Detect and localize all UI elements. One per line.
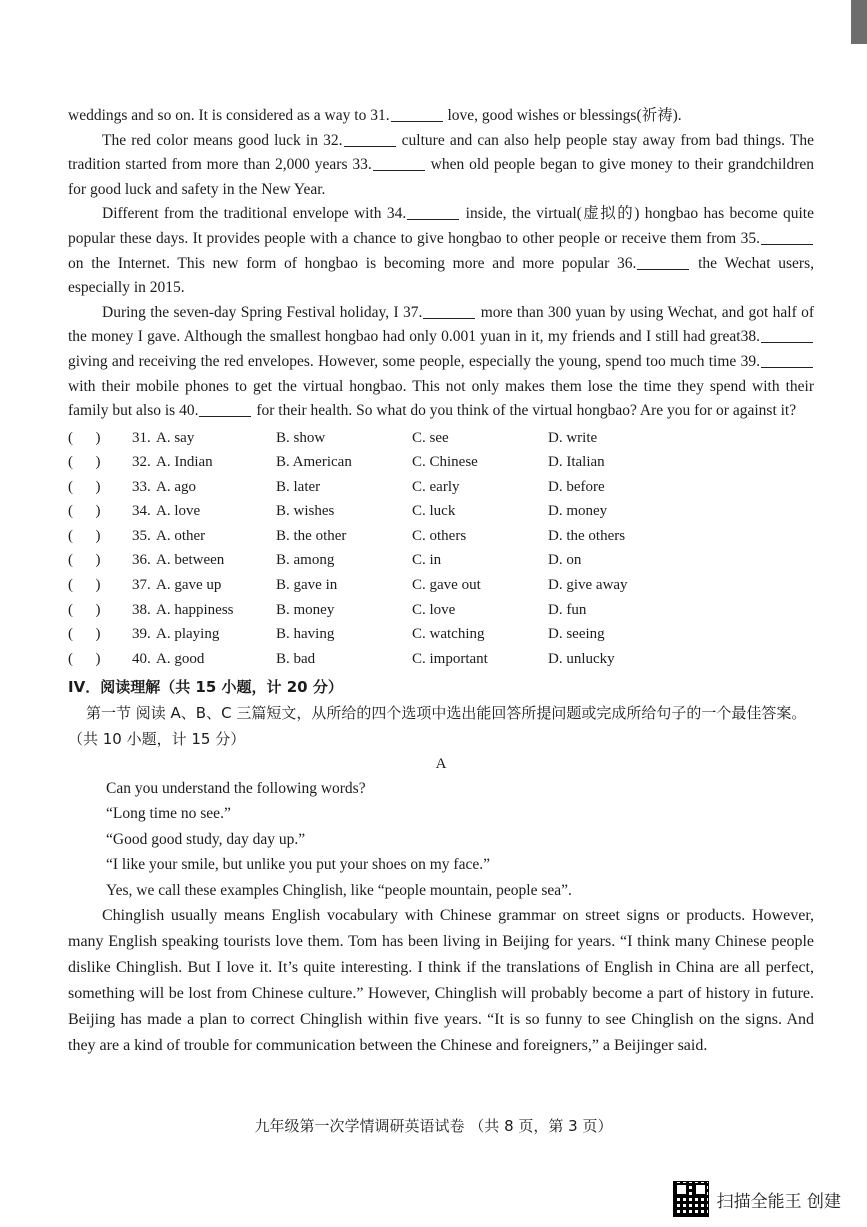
text: The red color means good luck in 32. — [102, 131, 343, 149]
option-d: D. fun — [548, 601, 587, 618]
option-b: B. among — [276, 552, 335, 569]
answer-bracket[interactable]: ( ) — [68, 577, 101, 594]
option-a: A. gave up — [156, 577, 222, 594]
option-b: B. American — [276, 454, 352, 471]
example-line: “Good good study, day day up.” — [106, 830, 306, 848]
option-a: A. playing — [156, 626, 220, 643]
answer-bracket[interactable]: ( ) — [68, 650, 101, 667]
question-row — [68, 450, 814, 475]
question-row — [68, 598, 814, 623]
answer-bracket[interactable]: ( ) — [68, 454, 101, 471]
option-c: C. Chinese — [412, 454, 478, 471]
blank-39 — [761, 351, 813, 368]
option-d: D. on — [548, 552, 582, 569]
text: on the Internet. This new form of hongbao is becoming more and more popular 36. — [68, 254, 637, 272]
text: culture and can also help people stay away from bad things. The tradition started from more than 2,000 years 33. — [68, 131, 814, 174]
text: with their mobile phones to get the virtual hongbao. This not only makes them lose the time they spend with their family but also is 40. — [68, 377, 814, 420]
option-c: C. luck — [412, 503, 456, 520]
option-c: C. gave out — [412, 577, 481, 594]
question-row — [68, 549, 814, 574]
option-a: A. happiness — [156, 601, 234, 618]
option-a: A. ago — [156, 478, 196, 495]
answer-bracket[interactable]: ( ) — [68, 626, 101, 643]
blank-31 — [391, 105, 443, 122]
question-row — [68, 500, 814, 525]
example-line: Can you understand the following words? — [106, 779, 366, 797]
option-d: D. the others — [548, 527, 626, 544]
passage-label: A — [435, 755, 447, 772]
question-row — [68, 573, 814, 598]
exam-page — [68, 104, 814, 1059]
blank-36 — [637, 253, 689, 270]
text: for their health. So what do you think of the virtual hongbao? Are you for or against it? — [252, 402, 797, 420]
text: Different from the traditional envelope with 34. — [102, 205, 407, 223]
question-number: 35. — [132, 527, 151, 544]
option-b: B. wishes — [276, 503, 335, 520]
question-number: 38. — [132, 601, 151, 618]
blank-37 — [423, 302, 475, 319]
option-d: D. before — [548, 478, 605, 495]
question-number: 34. — [132, 503, 151, 520]
paragraph-1 — [68, 104, 814, 129]
option-a: A. between — [156, 552, 225, 569]
option-b: B. show — [276, 429, 326, 446]
option-a: A. say — [156, 429, 195, 446]
page-footer: 九年级第一次学情调研英语试卷 （共 8 页，第 3 页） — [254, 1117, 613, 1135]
option-a: A. love — [156, 503, 201, 520]
option-b: B. money — [276, 601, 335, 618]
question-row — [68, 426, 814, 451]
qr-code-icon — [673, 1181, 709, 1217]
option-d: D. write — [548, 429, 598, 446]
blank-38 — [761, 326, 813, 343]
example-line: Yes, we call these examples Chinglish, like “people mountain, people sea”. — [106, 881, 572, 899]
option-c: C. love — [412, 601, 456, 618]
page-edge-shadow — [851, 0, 867, 44]
question-row — [68, 647, 814, 672]
option-a: A. Indian — [156, 454, 213, 471]
question-number: 40. — [132, 650, 151, 667]
example-line: “I like your smile, but unlike you put your shoes on my face.” — [106, 856, 490, 874]
option-c: C. important — [412, 650, 488, 667]
option-b: B. bad — [276, 650, 316, 667]
cloze-choices — [68, 426, 814, 672]
option-c: C. watching — [412, 626, 485, 643]
option-a: A. other — [156, 527, 206, 544]
blank-32 — [344, 130, 396, 147]
paragraph-2 — [68, 129, 814, 203]
answer-bracket[interactable]: ( ) — [68, 552, 101, 569]
answer-bracket[interactable]: ( ) — [68, 601, 101, 618]
paragraph-4 — [68, 301, 814, 424]
section-heading: IV．阅读理解（共 15 小题，计 20 分） — [68, 677, 343, 696]
text: love, good wishes or blessings(祈祷). — [443, 107, 682, 124]
example-line: “Long time no see.” — [106, 805, 231, 823]
question-number: 36. — [132, 552, 151, 569]
option-d: D. money — [548, 503, 608, 520]
option-d: D. give away — [548, 577, 628, 594]
option-b: B. later — [276, 478, 321, 495]
option-c: C. early — [412, 478, 460, 495]
question-row — [68, 475, 814, 500]
option-c: C. see — [412, 429, 449, 446]
text: giving and receiving the red envelopes. However, some people, especially the young, spend too much time 39. — [68, 352, 760, 370]
text: inside, the virtual(虚拟的) hongbao has become quite popular these days. It provides people with a chance to give hongbao to other people or receive them from 35. — [68, 205, 814, 247]
answer-bracket[interactable]: ( ) — [68, 478, 101, 495]
blank-34 — [407, 203, 459, 220]
text: when old people began to give money to their grandchildren for good luck and safety in the New Year. — [68, 156, 814, 198]
blank-40 — [199, 400, 251, 417]
question-number: 37. — [132, 577, 151, 594]
question-row — [68, 524, 814, 549]
text: weddings and so on. It is considered as a way to 31. — [68, 107, 390, 124]
blank-35 — [761, 228, 813, 245]
section-instruction: 第一节 阅读 A、B、C 三篇短文，从所给的四个选项中选出能回答所提问题或完成所给句子的一个最佳答案。（共 10 小题，计 15 分） — [68, 703, 807, 748]
option-c: C. others — [412, 527, 467, 544]
passage-a-body: Chinglish usually means English vocabulary with Chinese grammar on street signs or products. However, many English speaking tourists love them. Tom has been living in Beijing for years. “I think many Chinese people dislike Chinglish. But I love it. It’s quite interesting. I think if the translations of English in China are all perfect, something will be lost from Chinese culture.” However, Chinglish will probably become a part of history in future. Beijing has made a plan to correct Chinglish within five years. “It is so funny to see Chinglish on the signs. And they are a kind of trouble for communication between the Chinese and foreigners,” a Beijinger said. — [68, 907, 814, 1055]
question-number: 33. — [132, 478, 151, 495]
answer-bracket[interactable]: ( ) — [68, 527, 101, 544]
watermark-text: 扫描全能王 创建 — [716, 1191, 841, 1212]
question-number: 39. — [132, 626, 151, 643]
option-c: C. in — [412, 552, 442, 569]
option-d: D. Italian — [548, 454, 605, 471]
option-a: A. good — [156, 650, 205, 667]
answer-bracket[interactable]: ( ) — [68, 429, 101, 446]
option-b: B. gave in — [276, 577, 338, 594]
scanner-watermark — [673, 1181, 841, 1217]
option-d: D. seeing — [548, 626, 605, 643]
paragraph-3 — [68, 202, 814, 300]
answer-bracket[interactable]: ( ) — [68, 503, 101, 520]
option-b: B. having — [276, 626, 335, 643]
option-b: B. the other — [276, 527, 347, 544]
question-number: 32. — [132, 454, 151, 471]
text: the Wechat users, especially in 2015. — [68, 254, 814, 297]
option-d: D. unlucky — [548, 650, 615, 667]
text: more than 300 yuan by using Wechat, and got half of the money I gave. Although the smallest hongbao had only 0.001 yuan in it, my friends and I still had great38. — [68, 303, 814, 346]
question-row — [68, 622, 814, 647]
blank-33 — [373, 154, 425, 171]
question-number: 31. — [132, 429, 151, 446]
text: During the seven-day Spring Festival holiday, I 37. — [102, 303, 423, 321]
